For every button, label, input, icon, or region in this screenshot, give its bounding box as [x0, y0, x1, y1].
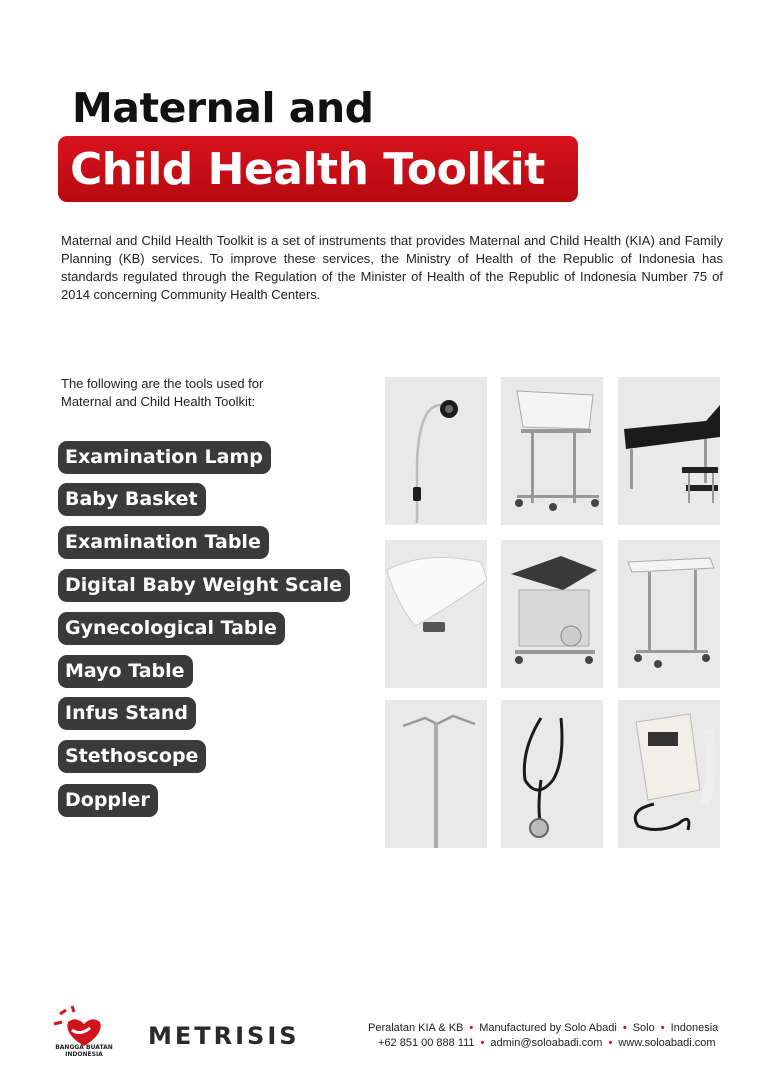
tool-mayo-table: Mayo Table: [58, 655, 193, 688]
separator-dot: •: [622, 1022, 627, 1034]
footer-phone: +62 851 00 888 111: [378, 1037, 475, 1049]
bangga-badge-text: BANGGA BUATAN INDONESIA: [55, 1044, 113, 1058]
infus-stand-image: [385, 700, 487, 848]
metrisis-logo-text: METRISIS: [148, 1022, 300, 1048]
tool-stethoscope: Stethoscope: [58, 740, 206, 773]
metrisis-logo: [148, 1022, 312, 1048]
tool-doppler: Doppler: [58, 784, 158, 817]
tool-gynecological-table: Gynecological Table: [58, 612, 285, 645]
tool-digital-baby-weight-scale: Digital Baby Weight Scale: [58, 569, 350, 602]
separator-dot: •: [660, 1022, 665, 1034]
baby-basket-image: [501, 377, 603, 525]
separator-dot: •: [469, 1022, 474, 1034]
tools-intro-line-1: The following are the tools used for: [61, 376, 264, 391]
tool-infus-stand: Infus Stand: [58, 697, 196, 730]
footer-email: admin@soloabadi.com: [490, 1037, 603, 1049]
title-line-1: Maternal and: [72, 84, 374, 132]
stethoscope-image: [501, 700, 603, 848]
tools-intro: [61, 375, 321, 411]
footer-website: www.soloabadi.com: [618, 1037, 716, 1049]
separator-dot: •: [480, 1037, 485, 1049]
footer-line-2: [378, 1036, 738, 1050]
title-line-2: Child Health Toolkit: [70, 144, 545, 195]
footer-city: Solo: [632, 1022, 655, 1034]
examination-lamp-image: [385, 377, 487, 525]
footer-country: Indonesia: [670, 1022, 719, 1034]
footer-product-line: Peralatan KIA & KB: [368, 1022, 464, 1034]
tool-baby-basket: Baby Basket: [58, 483, 206, 516]
tool-examination-table: Examination Table: [58, 526, 269, 559]
tools-intro-line-2: Maternal and Child Health Toolkit:: [61, 394, 256, 409]
intro-paragraph: Maternal and Child Health Toolkit is a set of instruments that provides Maternal and Child Health (KIA) and Family Planning (KB) services. To improve these services, the Ministry of Health of the Republic of Indonesia has standards regulated through the Regulation of the Minister of Health of the Republic of Indonesia Number 75 of 2014 concerning Community Health Centers.: [61, 233, 723, 302]
separator-dot: •: [608, 1037, 613, 1049]
mayo-table-image: [618, 540, 720, 688]
footer-line-1: [368, 1021, 728, 1035]
examination-table-image: [618, 377, 720, 525]
baby-weight-scale-image: [385, 540, 487, 688]
footer-manufacturer: Manufactured by Solo Abadi: [479, 1022, 617, 1034]
gynecological-table-image: [501, 540, 603, 688]
doppler-image: [618, 700, 720, 848]
tool-examination-lamp: Examination Lamp: [58, 441, 271, 474]
